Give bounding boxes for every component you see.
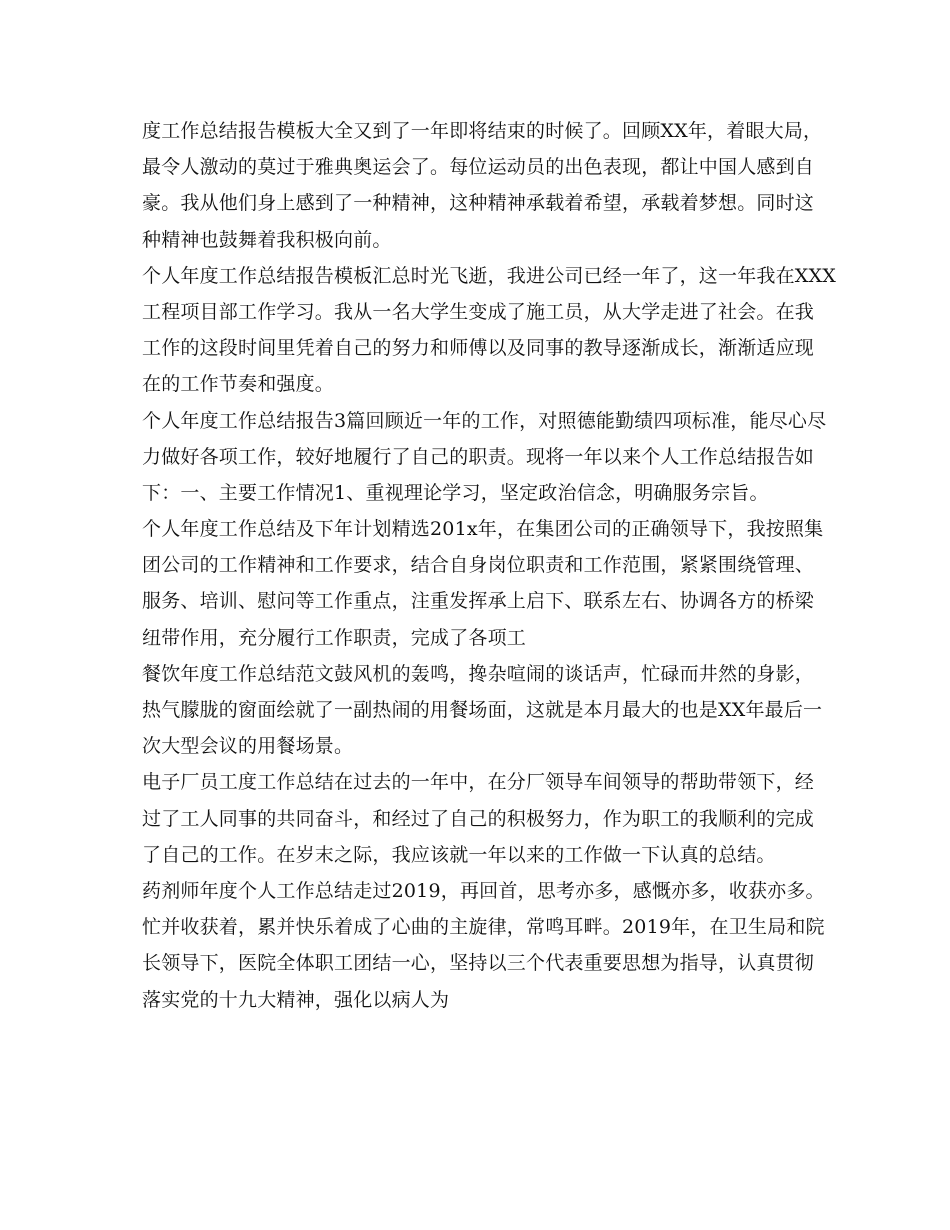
paragraph-line: 力做好各项工作，较好地履行了自己的职责。现将一年以来个人工作总结报告如	[142, 445, 815, 468]
paragraph-line: 最令人激动的莫过于雅典奥运会了。每位运动员的出色表现，都让中国人感到自	[142, 156, 815, 179]
paragraph-line: 落实党的十九大精神，强化以病人为	[142, 988, 450, 1011]
paragraph-4	[142, 511, 822, 656]
paragraph-line: 团公司的工作精神和工作要求，结合自身岗位职责和工作范围，紧紧围绕管理、	[142, 554, 815, 577]
paragraph-line: 过了工人同事的共同奋斗，和经过了自己的积极努力，作为职工的我顺利的完成	[142, 807, 815, 830]
paragraph-6	[142, 764, 822, 873]
paragraph-7	[142, 873, 825, 1018]
paragraph-line: 在的工作节奏和强度。	[142, 373, 335, 396]
paragraph-line: 次大型会议的用餐场景。	[142, 735, 354, 758]
paragraph-line: 餐饮年度工作总结范文鼓风机的轰鸣，搀杂喧闹的谈话声，忙碌而井然的身影，	[142, 662, 815, 685]
paragraph-line: 长领导下，医院全体职工团结一心，坚持以三个代表重要思想为指导，认真贯彻	[142, 952, 815, 975]
paragraph-line: 豪。我从他们身上感到了一种精神，这种精神承载着希望，承载着梦想。同时这	[142, 192, 815, 215]
paragraph-line: 了自己的工作。在岁末之际，我应该就一年以来的工作做一下认真的总结。	[142, 843, 776, 866]
paragraph-line: 忙并收获着，累并快乐着成了心曲的主旋律，常鸣耳畔。2019年，在卫生局和院	[142, 916, 825, 939]
paragraph-line: 电子厂员工度工作总结在过去的一年中，在分厂领导车间领导的帮助带领下，经	[142, 771, 815, 794]
document-body	[142, 113, 836, 1018]
paragraph-1	[142, 113, 822, 258]
paragraph-line: 热气朦胧的窗面绘就了一副热闹的用餐场面，这就是本月最大的也是XX年最后一	[142, 699, 823, 721]
paragraph-line: 下：一、主要工作情况1、重视理论学习，坚定政治信念，明确服务宗旨。	[142, 481, 769, 504]
paragraph-5	[142, 656, 822, 765]
paragraph-line: 纽带作用，充分履行工作职责，完成了各项工	[142, 626, 527, 649]
paragraph-2	[142, 258, 836, 403]
paragraph-line: 工作的这段时间里凭着自己的努力和师傅以及同事的教导逐渐成长，渐渐适应现	[142, 337, 815, 360]
paragraph-line: 度工作总结报告模板大全又到了一年即将结束的时候了。回顾XX年，着眼大局，	[142, 120, 823, 142]
paragraph-line: 个人年度工作总结报告模板汇总时光飞逝，我进公司已经一年了，这一年我在XXX	[142, 264, 836, 287]
paragraph-line: 工程项目部工作学习。我从一名大学生变成了施工员，从大学走进了社会。在我	[142, 300, 815, 323]
paragraph-line: 药剂师年度个人工作总结走过2019，再回首，思考亦多，感慨亦多，收获亦多。	[142, 879, 825, 902]
paragraph-3	[142, 403, 827, 512]
paragraph-line: 服务、培训、慰问等工作重点，注重发挥承上启下、联系左右、协调各方的桥梁	[142, 590, 815, 613]
paragraph-line: 个人年度工作总结报告3篇回顾近一年的工作，对照德能勤绩四项标准，能尽心尽	[142, 409, 827, 432]
paragraph-line: 个人年度工作总结及下年计划精选201x年，在集团公司的正确领导下，我按照集	[142, 518, 824, 541]
paragraph-line: 种精神也鼓舞着我积极向前。	[142, 228, 392, 251]
